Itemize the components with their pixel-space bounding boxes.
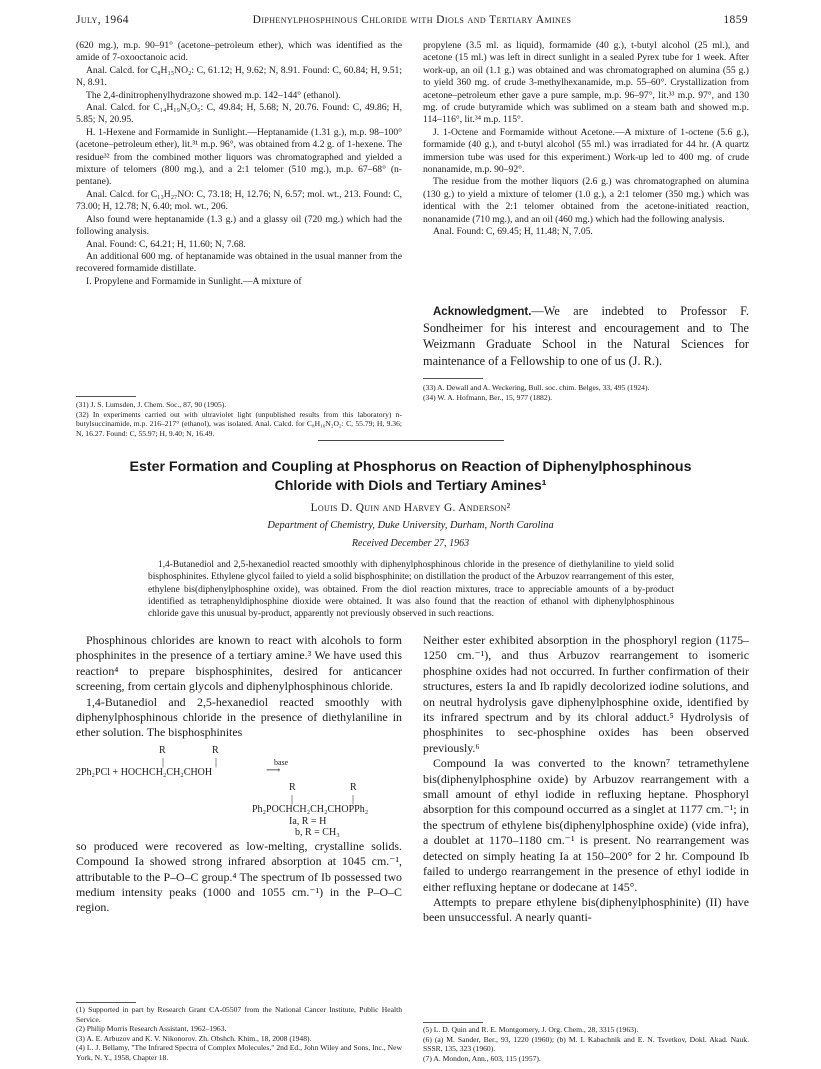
paragraph: (620 mg.), m.p. 90–91° (acetone–petroleum ether), which was identified as the amide of 7-oxooctanoic acid. xyxy=(76,40,402,64)
footnote: (31) J. S. Lumsden, J. Chem. Soc., 87, 90 (1905). xyxy=(76,400,227,409)
acknowledgment-text: —We are indebted to Professor F. Sondheimer for his interest and encouragement and to The Weizmann Graduate School in the Natural Sciences for maintenance of a Fellowship to one of us (J. R.). xyxy=(423,304,749,368)
paragraph: An additional 600 mg. of heptanamide was obtained in the usual manner from the recovered formamide distillate. xyxy=(76,250,402,275)
analysis-line: Anal. Calcd. for C₁₃H₂₇NO: C, 73.18; H, 12.76; N, 6.57; mol. wt., 213. Found: C, 73.00; H, 12.78; N, 6.40; mol. wt., 206. xyxy=(76,188,402,213)
article-affiliation: Department of Chemistry, Duke University, Durham, North Carolina xyxy=(267,520,554,531)
article-title-line: Ester Formation and Coupling at Phosphorus on Reaction of Diphenylphosphinous xyxy=(129,459,692,475)
footnote: (7) A. Mondon, Ann., 603, 115 (1957). xyxy=(423,1053,541,1063)
footnote: (2) Philip Morris Research Assistant, 1962–1963. xyxy=(76,1024,227,1034)
paragraph: so produced were recovered as low-melting, crystalline solids. Compound Ia showed strong infrared absorption at 1045 cm.⁻¹, attributable to the P–O–C group.⁴ The spectrum of Ib possessed two medium intensity peaks (1000 and 1055 cm.⁻¹) in the P–O–C region. xyxy=(76,838,402,915)
reaction-arrow-icon: ⟶ xyxy=(266,764,281,776)
reaction-scheme xyxy=(76,741,402,839)
article-received-date: Received December 27, 1963 xyxy=(351,538,470,549)
article-body-left-column xyxy=(76,633,402,916)
r-group-label: R xyxy=(289,781,296,793)
article-title-line: Chloride with Diols and Tertiary Amines¹ xyxy=(274,478,547,494)
section-j-octene: J. 1-Octene and Formamide without Acetone.—A mixture of 1-octene (5.6 g.), formamide (40 g.), and t-butyl alcohol (55 ml.) was irradiated for 44 hr. (A quartz immersion tube was used for this experiment.) Work-up led to 400 mg. of crude nonanamide, m.p. 90–92°. xyxy=(423,126,749,176)
scheme-condition: base xyxy=(274,757,289,767)
paragraph: Neither ester exhibited absorption in the phosphoryl region (1175–1250 cm.⁻¹), and thus Arbuzov rearrangement to isomeric phosphine oxides had not occurred. In further confirmation of their structures, esters Ia and Ib rapidly decolorized iodine solutions, and on neutral hydrolysis gave diphenylphosphine oxide, identified by its infrared spectrum and by its chloral adduct.⁵ Hydrolysis of phosphinites to sec-phosphine oxides has been observed previously.⁶ xyxy=(423,633,749,755)
article-separator xyxy=(318,440,504,441)
acknowledgment-heading: Acknowledgment. xyxy=(433,306,532,318)
article-body-right-column xyxy=(423,633,749,926)
analysis-line: Anal. Calcd. for C₁₄H₁₉N₅O₅: C, 49.84; H, 5.68; N, 20.76. Found: C, 49.86; H, 5.85; N, 20.95. xyxy=(76,102,402,126)
section-h-hexene: H. 1-Hexene and Formamide in Sunlight.—Heptanamide (1.31 g.), m.p. 98–100° (acetone–petroleum ether), lit.³¹ m.p. 96°, was obtained from 4.2 g. of 1-hexene. The residue³² from the combined mother liquors was chromatographed and yielded a mixture of telomers (800 mg.), and a 2:1 telomer (510 mg.), m.p. 67–68° (n-pentane). xyxy=(76,126,402,188)
paragraph: The residue from the mother liquors (2.6 g.) was chromatographed on alumina (130 g.) to yield a mixture of telomer (1.0 g.), a 2:1 telomer (350 mg.) which was identical with the 2:1 telomer obtained from the acetone-initiated reaction, nonanamide (710 mg.), and an oil (460 mg.) which had the following analysis. xyxy=(423,176,749,225)
article-abstract: 1,4-Butanediol and 2,5-hexanediol reacted smoothly with diphenylphosphinous chloride in the presence of diethylaniline to yield solid bisphosphinites. Ethylene glycol failed to yield a solid bisphosphinite; on distillation the product of the Arbuzov rearrangement of this ester, ethylene bis(diphenylphosphine oxide), was obtained. From the diol reaction mixtures, trace to appreciable amounts of a by-product identified as tetraphenyldiphosphine dioxide were obtained. It was also found that the reaction of ethanol with diphenylphosphinous chloride gave this unusual by-product, apparently not previously observed in such reactions. xyxy=(148,560,674,620)
footnotes-body-right xyxy=(423,1025,749,1063)
compound-label-ia: Ia, R = H xyxy=(289,815,327,827)
paragraph: The 2,4-dinitrophenylhydrazone showed m.p. 142–144° (ethanol). xyxy=(86,89,341,101)
running-head-title: Diphenylphosphinous Chloride with Diols and Tertiary Amines xyxy=(252,14,572,26)
footnote: (5) L. D. Quin and R. E. Montgomery, J. Org. Chem., 28, 3315 (1963). xyxy=(423,1025,639,1034)
bond-line: | xyxy=(291,793,294,805)
footnote: (6) (a) M. Sander, Ber., 93, 1220 (1960); (b) M. I. Kabachnik and E. N. Tsvetkov, Dokl. Akad. Nauk. SSSR, 135, 323 (1960). xyxy=(423,1034,749,1054)
article-title xyxy=(60,458,761,496)
footnote: (32) In experiments carried out with ultraviolet light (unpublished results from this laboratory) n-butylsuccinamide, m.p. 216–217° (ethanol), was isolated. Anal. Calcd. for C₈H₁₆N₂O₂: C, 55.79; H, 9.36; N, 16.27. Found: C, 55.97; H, 9.40; N, 16.49. xyxy=(76,409,402,438)
paragraph: Attempts to prepare ethylene bis(diphenylphosphinite) (II) have been unsuccessful. A nearly quanti- xyxy=(423,894,749,925)
footnote: (1) Supported in part by Research Grant CA-05507 from the National Cancer Institute, Public Health Service. xyxy=(76,1005,402,1024)
footnotes-top-right xyxy=(423,383,749,402)
scheme-product: Ph₂POCHCH₂CH₂CHOPPh₂ xyxy=(252,803,369,815)
paragraph: propylene (3.5 ml. as liquid), formamide (40 g.), t-butyl alcohol (25 ml.), and acetone (15 ml.) was left in direct sunlight in a sealed Pyrex tube for 1 week. After work-up, an oil (1.1 g.) was obtained and was chromatographed on alumina (55 g.) to yield 360 mg. of crude 3-methylhexanamide, m.p. 55–60°. Crystallization from acetone–petroleum ether gave a pure sample, m.p. 96–97°, lit.³³ m.p. 97°, and 130 mg. of crude butyramide which was sublimed on a steam bath and showed m.p. 114–116°, lit.³⁴ m.p. 115°. xyxy=(423,40,749,126)
footnote-rule xyxy=(423,378,483,379)
footnote: (33) A. Dewall and A. Weckering, Bull. soc. chim. Belges, 33, 495 (1924). xyxy=(423,383,650,392)
previous-article-left-column xyxy=(76,40,402,288)
footnote-rule xyxy=(76,1002,136,1003)
bond-line: | xyxy=(162,756,165,768)
bond-line: | xyxy=(215,756,218,768)
previous-article-right-column xyxy=(423,40,749,239)
footnotes-top-left xyxy=(76,400,402,438)
analysis-line: Anal. Found: C, 64.21; H, 11.60; N, 7.68. xyxy=(86,238,246,250)
paragraph: Also found were heptanamide (1.3 g.) and a glassy oil (720 mg.) which had the following analysis. xyxy=(76,213,402,238)
scheme-reactants: 2Ph₂PCl + HOCHCH₂CH₂CHOH xyxy=(76,766,213,778)
analysis-line: Anal. Found: C, 69.45; H, 11.48; N, 7.05. xyxy=(433,226,593,238)
paragraph: Compound Ia was converted to the known⁷ tetramethylene bis(diphenylphosphine oxide) by Arbuzov rearrangement with a small amount of ethyl iodide in refluxing heptane. Phosphoryl absorption for this compound occurred as a singlet at 1177 cm.⁻¹; in the spectrum of ethylene bis(diphenylphosphine oxide) (vide infra), a doublet at 1170–1180 cm.⁻¹ is present. No rearrangement was detected on simply heating Ia at 150–200° for 2 hr. Compound Ib failed to undergo rearrangement in the presence of ethyl iodide in either refluxing heptane or dodecane at 145°. xyxy=(423,756,749,894)
footnote-rule xyxy=(76,396,136,397)
footnote: (3) A. E. Arbuzov and K. V. Nikonorov. Zh. Obshch. Khim., 18, 2008 (1948). xyxy=(76,1033,312,1043)
r-group-label: R xyxy=(159,744,166,756)
page-number: 1859 xyxy=(723,14,748,26)
footnote-rule xyxy=(423,1022,483,1023)
compound-label-ib: b, R = CH₃ xyxy=(295,826,340,838)
running-head-date: July, 1964 xyxy=(76,14,129,26)
paragraph: 1,4-Butanediol and 2,5-hexanediol reacted smoothly with diphenylphosphinous chloride in the presence of diethylaniline in ether solution. The bisphosphinites xyxy=(76,694,402,740)
article-authors: Louis D. Quin and Harvey G. Anderson² xyxy=(310,502,511,514)
paragraph: Phosphinous chlorides are known to react with alcohols to form phosphinites in the presence of a tertiary amine.³ We have used this reaction⁴ to prepare bisphosphinites, desired for anticancer screening, from certain glycols and diphenylphosphinous chloride. xyxy=(76,633,402,694)
footnote: (4) L. J. Bellamy, "The Infrared Spectra of Complex Molecules," 2nd Ed., John Wiley and Sons, Inc., New York, N. Y., 1958, Chapter 18. xyxy=(76,1043,402,1062)
bond-line: | xyxy=(352,793,355,805)
section-i-propylene: I. Propylene and Formamide in Sunlight.—A mixture of xyxy=(86,275,302,287)
analysis-line: Anal. Calcd. for C₈H₁₅NO₂: C, 61.12; H, 9.62; N, 8.91. Found: C, 60.84; H, 9.51; N, 8.91. xyxy=(76,64,402,89)
running-head xyxy=(76,14,748,30)
r-group-label: R xyxy=(350,781,357,793)
footnotes-body-left xyxy=(76,1005,402,1063)
footnote: (34) W. A. Hofmann, Ber., 15, 977 (1882). xyxy=(423,392,553,402)
r-group-label: R xyxy=(212,744,219,756)
acknowledgment xyxy=(423,303,749,369)
